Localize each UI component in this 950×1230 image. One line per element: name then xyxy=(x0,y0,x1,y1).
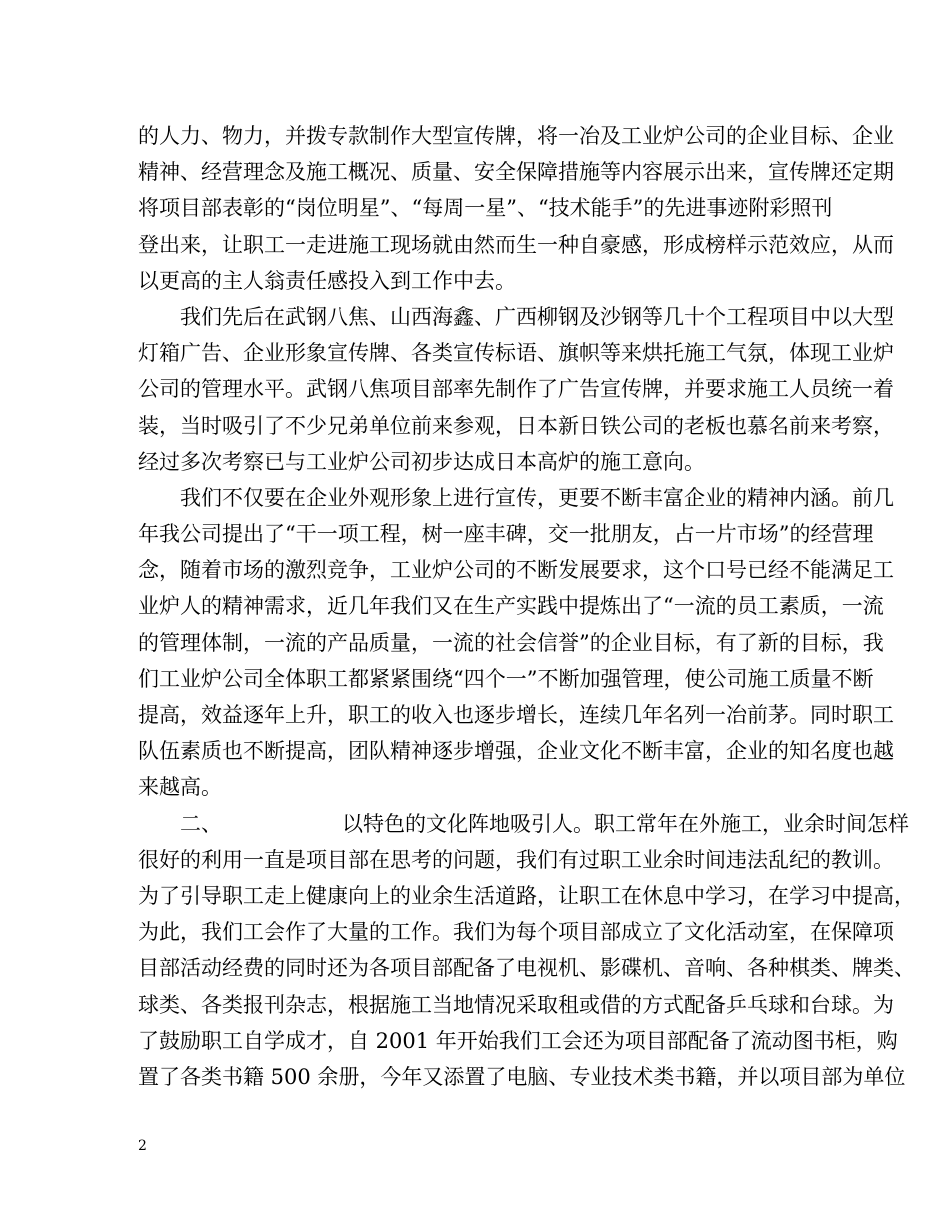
text-line: 精神、经营理念及施工概况、质量、安全保障措施等内容展示出来，宣传牌还定期 xyxy=(138,160,894,185)
text-line: 很好的利用一直是项目部在思考的问题，我们有过职工业余时间违法乱纪的教训。 xyxy=(138,847,894,872)
text-line: 来越高。 xyxy=(138,775,222,800)
text-line: 灯箱广告、企业形象宣传牌、各类宣传标语、旗帜等来烘托施工气氛，体现工业炉 xyxy=(138,341,894,366)
text-line: 念，随着市场的激烈竞争，工业炉公司的不断发展要求，这个口号已经不能满足工 xyxy=(138,558,894,583)
text-line: 登出来，让职工一走进施工现场就由然而生一种自豪感，形成榜样示范效应，从而 xyxy=(138,232,894,257)
text-line: 球类、各类报刊杂志，根据施工当地情况采取租或借的方式配备乒乓球和台球。为 xyxy=(138,992,894,1017)
text-line: 公司的管理水平。武钢八焦项目部率先制作了广告宣传牌，并要求施工人员统一着 xyxy=(138,377,894,402)
text-line: 的人力、物力，并拨专款制作大型宣传牌，将一冶及工业炉公司的企业目标、企业 xyxy=(138,124,894,148)
text-line: 我们先后在武钢八焦、山西海鑫、广西柳钢及沙钢等几十个工程项目中以大型 xyxy=(180,304,894,329)
text-line: 为此，我们工会作了大量的工作。我们为每个项目部成立了文化活动室，在保障项 xyxy=(138,920,894,945)
section-heading-line xyxy=(138,806,909,842)
text-line: 将项目部表彰的“岗位明星”、“每周一星”、“技术能手”的先进事迹附彩照刊 xyxy=(138,196,833,221)
text-line: 我们不仅要在企业外观形象上进行宣传，更要不断丰富企业的精神内涵。前几 xyxy=(180,485,894,510)
text-line: 的管理体制，一流的产品质量，一流的社会信誉”的企业目标，有了新的目标，我 xyxy=(138,630,884,655)
document-body xyxy=(138,118,915,1095)
text-line: 经过多次考察已与工业炉公司初步达成日本高炉的施工意向。 xyxy=(138,449,705,474)
text-line: 置了各类书籍 500 余册，今年又添置了电脑、专业技术类书籍，并以项目部为单位 xyxy=(138,1064,906,1089)
page-number: 2 xyxy=(138,1138,147,1154)
text-line: 为了引导职工走上健康向上的业余生活道路，让职工在休息中学习，在学习中提高， xyxy=(138,883,915,908)
text-line: 们工业炉公司全体职工都紧紧围绕“四个一”不断加强管理，使公司施工质量不断 xyxy=(138,666,874,691)
text-line: 年我公司提出了“干一项工程，树一座丰碑，交一批朋友，占一片市场”的经营理 xyxy=(138,522,874,547)
text-line: 了鼓励职工自学成才，自 2001 年开始我们工会还为项目部配备了流动图书柜，购 xyxy=(138,1028,898,1053)
section-heading-text: 以特色的文化阵地吸引人。职工常年在外施工，业余时间怎样 xyxy=(342,811,909,836)
text-line: 以更高的主人翁责任感投入到工作中去。 xyxy=(138,268,516,293)
section-number: 二、 xyxy=(180,811,222,836)
text-line: 提高，效益逐年上升，职工的收入也逐步增长，连续几年名列一冶前茅。同时职工 xyxy=(138,703,894,727)
text-line: 目部活动经费的同时还为各项目部配备了电视机、影碟机、音响、各种棋类、牌类、 xyxy=(138,956,915,981)
text-line: 队伍素质也不断提高，团队精神逐步增强，企业文化不断丰富，企业的知名度也越 xyxy=(138,739,894,764)
text-line: 装，当时吸引了不少兄弟单位前来参观，日本新日铁公司的老板也慕名前来考察， xyxy=(138,413,894,438)
text-line: 业炉人的精神需求，近几年我们又在生产实践中提炼出了“一流的员工素质，一流 xyxy=(138,594,884,619)
